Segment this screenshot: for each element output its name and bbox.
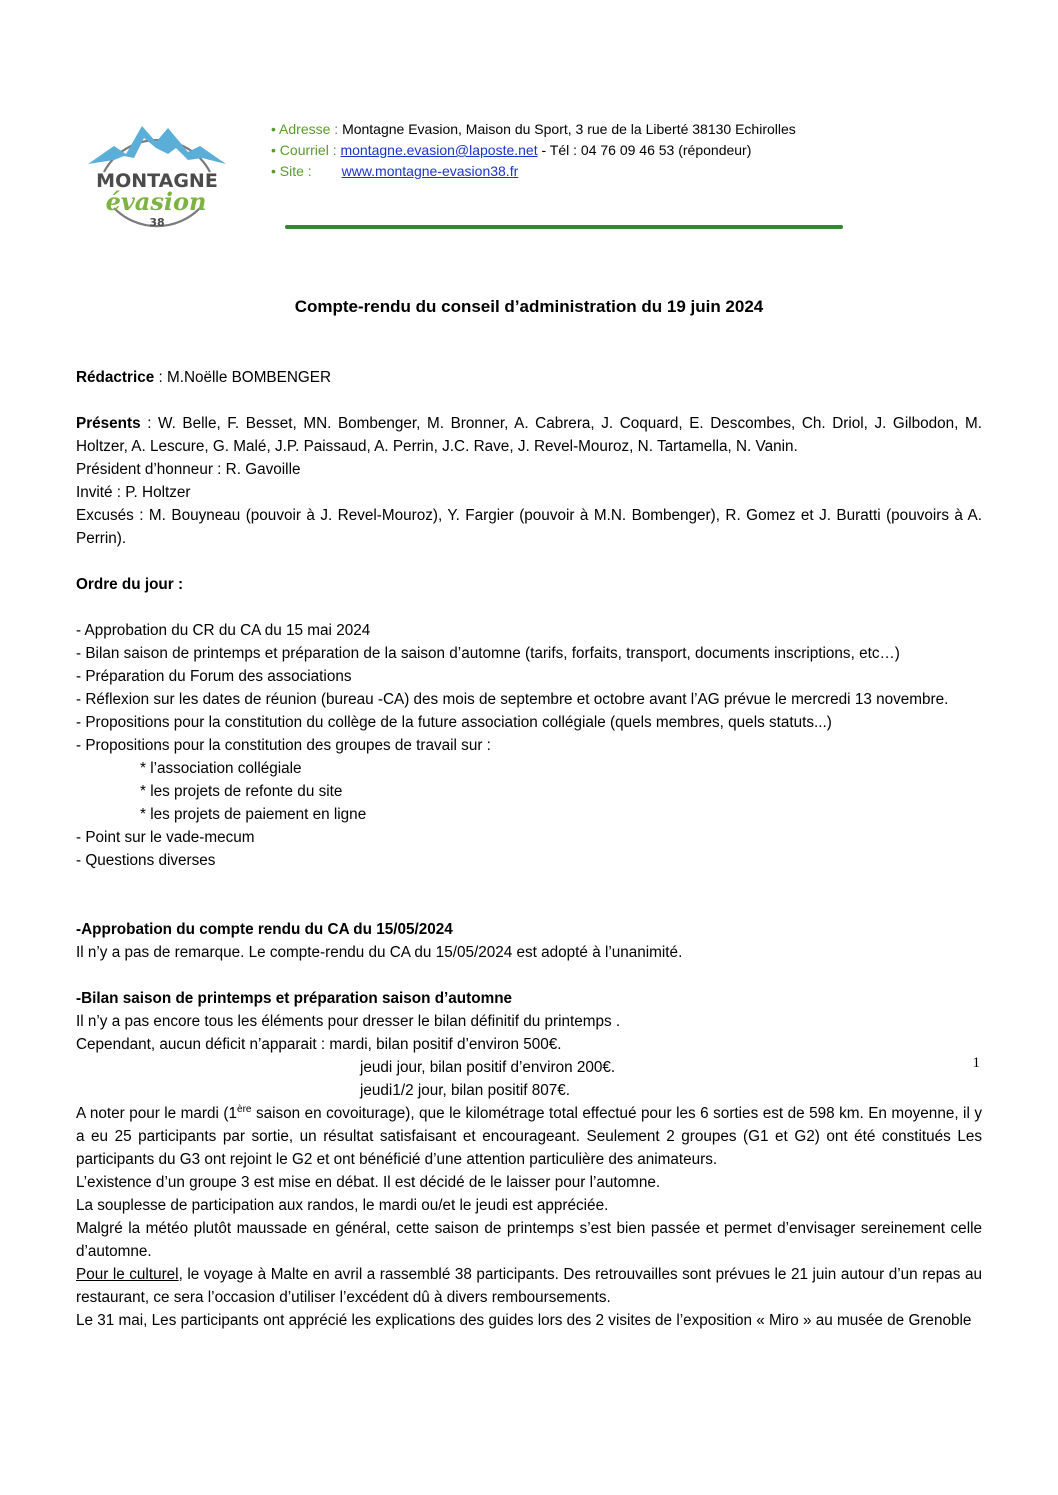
redactrice-value: : M.Noëlle BOMBENGER xyxy=(154,369,332,386)
excuses-paragraph: Excusés : M. Bouyneau (pouvoir à J. Revel-Mouroz), Y. Fargier (pouvoir à M.N. Bombenger), R. Gomez et J. Buratti (pouvoirs à A. Perrin). xyxy=(76,507,982,547)
redactrice-label: Rédactrice xyxy=(76,369,155,386)
section1-text: Il n’y a pas de remarque. Le compte-rendu du CA du 15/05/2024 est adopté à l’unanimité. xyxy=(76,944,683,961)
agenda-subitem: * les projets de refonte du site xyxy=(140,783,343,800)
section2-line: jeudi jour, bilan positif d’environ 200€. xyxy=(360,1059,616,1076)
para1-rest: saison en covoiturage), que le kilométrage total effectué pour les 6 sorties est de 598 km. En moyenne, il y a eu 25 participants par sortie, un résultat satisfaisant et encourageant. Seulement 2 groupes (G1 et G2) ont été constitués Les participants du G3 ont rejoint le G2 et ont bénéficié d’une attention particulière des animateurs. xyxy=(76,1105,982,1168)
presents-value: : W. Belle, F. Besset, MN. Bombenger, M. Bronner, A. Cabrera, J. Coquard, E. Descombes, Ch. Driol, J. Gilbodon, M. Holtzer, A. Lescure, G. Malé, J.P. Paissaud, A. Perrin, J.C. Rave, J. Revel-Mouroz, N. Tartamella, N. Vanin. xyxy=(76,415,982,455)
agenda-item: - Propositions pour la constitution des groupes de travail sur : xyxy=(76,737,491,754)
section2-paragraph xyxy=(76,1102,982,1171)
para1-start: A noter pour le mardi (1 xyxy=(76,1105,238,1122)
section2-paragraph xyxy=(76,1263,982,1309)
culturel-text: , le voyage à Malte en avril a rassemblé 38 participants. Des retrouvailles sont prévues le 21 juin autour d’un repas au restaurant, ce sera l’occasion d’utiliser l’excédent dû à divers remboursements. xyxy=(76,1266,983,1306)
site-line xyxy=(271,161,796,182)
agenda-item: - Point sur le vade-mecum xyxy=(76,829,255,846)
bullet-icon: • xyxy=(271,121,276,137)
montagne-evasion-logo xyxy=(84,108,230,236)
phone-text: - Tél : 04 76 09 46 53 (répondeur) xyxy=(541,142,752,158)
bullet-icon: • xyxy=(271,142,276,158)
email-link[interactable]: montagne.evasion@laposte.net xyxy=(340,142,538,158)
president-line: Président d’honneur : R. Gavoille xyxy=(76,461,301,478)
agenda-item: - Préparation du Forum des associations xyxy=(76,668,352,685)
culturel-label: Pour le culturel xyxy=(76,1266,179,1283)
agenda-subitem: * les projets de paiement en ligne xyxy=(140,806,367,823)
contact-block xyxy=(271,119,796,182)
email-label: Courriel : xyxy=(279,142,337,158)
para1-sup: ère xyxy=(237,1103,252,1115)
section2-paragraph: Malgré la météo plutôt maussade en général, cette saison de printemps s’est bien passée et permet d’envisager sereinement celle d’automne. xyxy=(76,1220,982,1260)
bullet-icon: • xyxy=(271,163,276,179)
document-body xyxy=(76,366,982,1332)
presents-label: Présents xyxy=(76,415,141,432)
section2-paragraph: Le 31 mai, Les participants ont apprécié les explications des guides lors des 2 visites de l’exposition « Miro » au musée de Grenoble xyxy=(76,1312,972,1329)
address-line xyxy=(271,119,796,140)
logo-line2: évasion xyxy=(105,187,207,216)
agenda-heading xyxy=(76,573,982,596)
section2-heading-text: -Bilan saison de printemps et préparation saison d’automne xyxy=(76,990,513,1007)
redactrice-line xyxy=(76,366,982,389)
email-line xyxy=(271,140,796,161)
agenda-item: - Bilan saison de printemps et préparation de la saison d’automne (tarifs, forfaits, transport, documents inscriptions, etc…) xyxy=(76,645,900,662)
address-label: Adresse : xyxy=(279,121,339,137)
site-link[interactable]: www.montagne-evasion38.fr xyxy=(341,163,519,179)
agenda-item: - Questions diverses xyxy=(76,852,216,869)
logo-line3: 38 xyxy=(149,216,165,229)
page-number: 1 xyxy=(972,1055,980,1071)
page-title: Compte-rendu du conseil d’administration du 19 juin 2024 xyxy=(294,297,764,316)
agenda-heading-text: Ordre du jour : xyxy=(76,576,184,593)
header-divider xyxy=(285,225,843,229)
site-label: Site : xyxy=(279,163,312,179)
section2-paragraph: La souplesse de participation aux randos, le mardi ou/et le jeudi est appréciée. xyxy=(76,1197,609,1214)
agenda-item: - Réflexion sur les dates de réunion (bureau -CA) des mois de septembre et octobre avant l’AG prévue le mercredi 13 novembre. xyxy=(76,691,949,708)
logo-line1: MONTAGNE xyxy=(96,170,218,192)
invite-line: Invité : P. Holtzer xyxy=(76,484,191,501)
presents-paragraph xyxy=(76,412,982,458)
section2-heading xyxy=(76,987,982,1010)
section2-line: jeudi1/2 jour, bilan positif 807€. xyxy=(360,1082,571,1099)
section2-line: Il n’y a pas encore tous les éléments pour dresser le bilan définitif du printemps . xyxy=(76,1013,621,1030)
address-value: Montagne Evasion, Maison du Sport, 3 rue de la Liberté 38130 Echirolles xyxy=(342,121,796,137)
section2-paragraph: L’existence d’un groupe 3 est mise en débat. Il est décidé de le laisser pour l’automne. xyxy=(76,1174,661,1191)
agenda-item: - Approbation du CR du CA du 15 mai 2024 xyxy=(76,622,371,639)
agenda-item: - Propositions pour la constitution du collège de la future association collégiale (quels membres, quels statuts...) xyxy=(76,714,832,731)
agenda-subitem: * l’association collégiale xyxy=(140,760,302,777)
section1-heading-text: -Approbation du compte rendu du CA du 15/05/2024 xyxy=(76,921,453,938)
section2-line: Cependant, aucun déficit n’apparait : mardi, bilan positif d’environ 500€. xyxy=(76,1036,562,1053)
section1-heading xyxy=(76,918,982,941)
